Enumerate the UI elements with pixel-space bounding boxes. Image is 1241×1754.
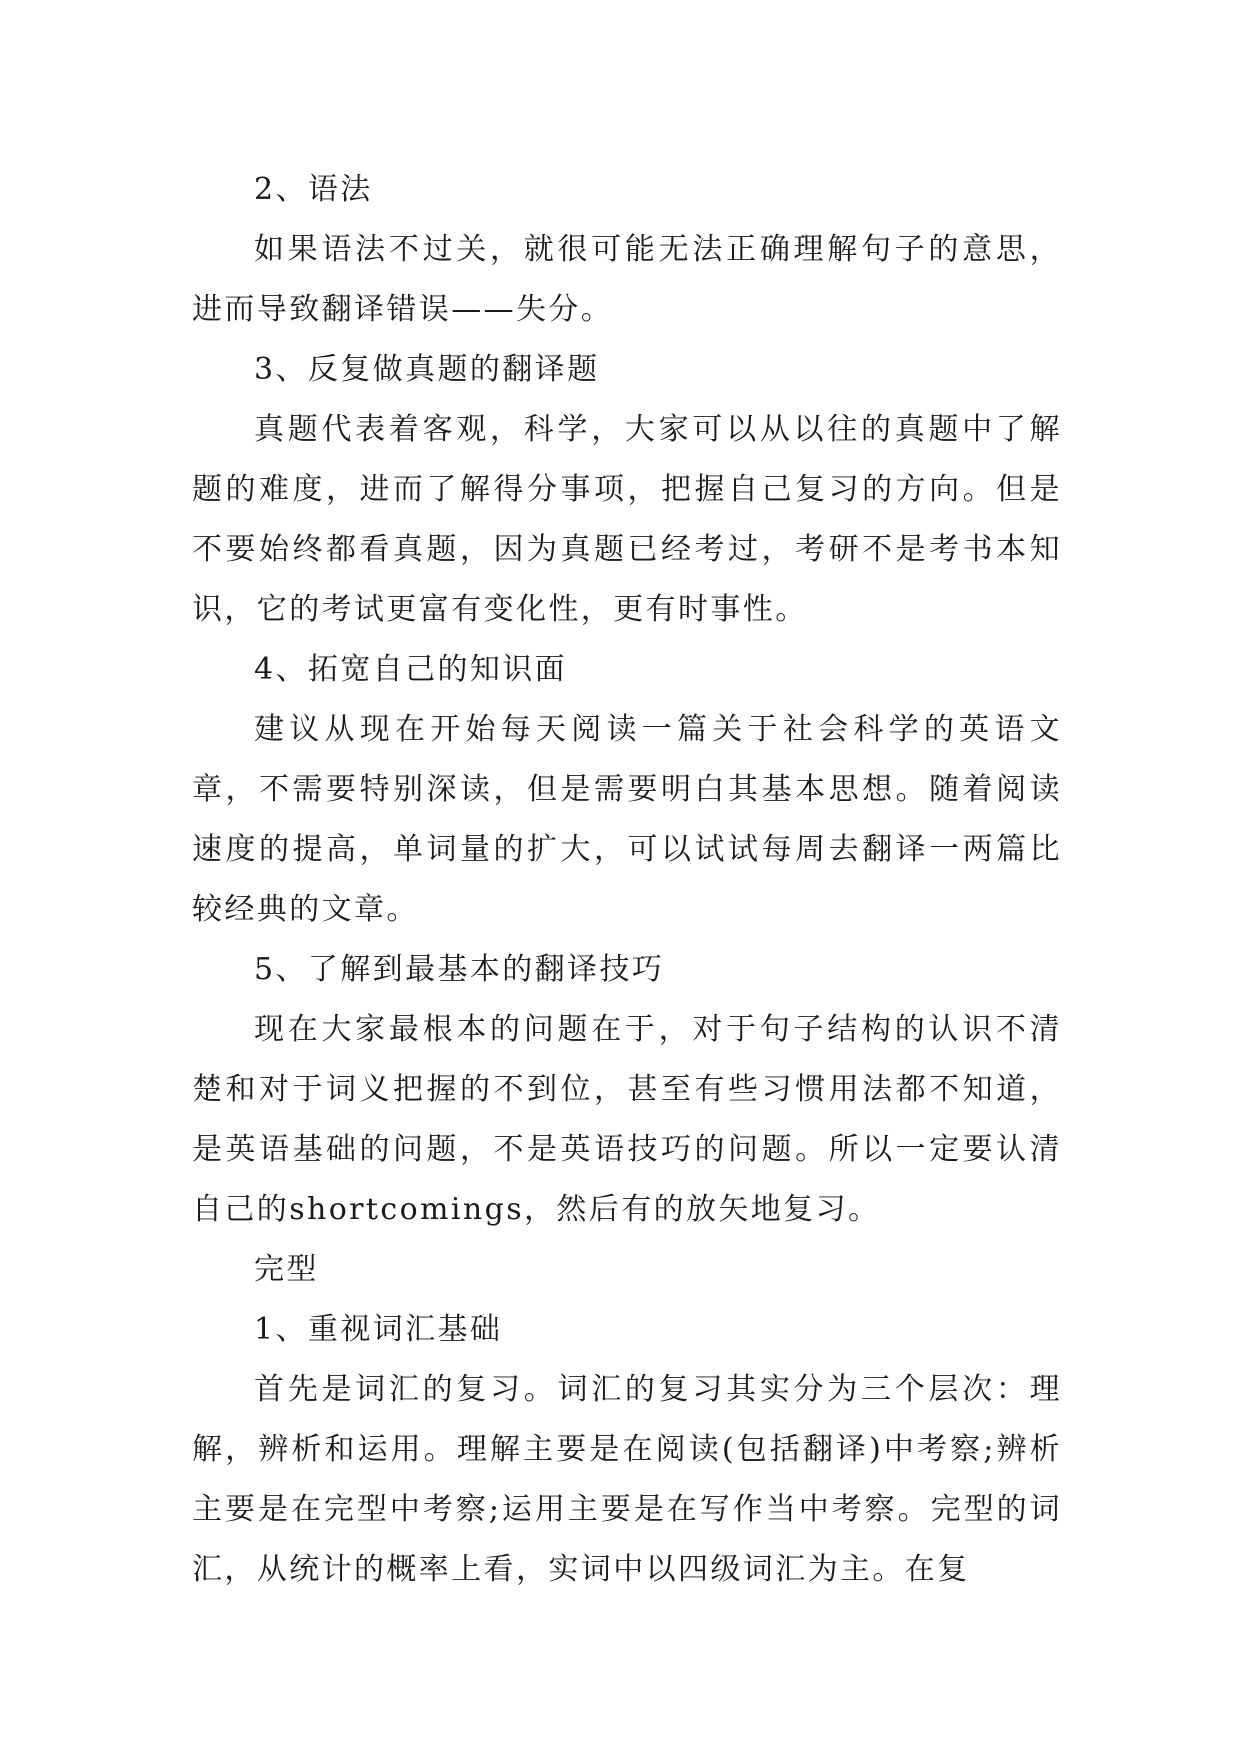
section-heading-cloze: 完型	[254, 1252, 319, 1287]
heading-vocabulary: 1、重视词汇基础	[254, 1312, 503, 1347]
paragraph-past-exams: 真题代表着客观，科学，大家可以从以往的真题中了解题的难度，进而了解得分事项，把握自己复习的方向。但是不要始终都看真题，因为真题已经考过，考研不是考书本知识，它的考试更富有变化性，更有时事性。	[192, 412, 1062, 627]
paragraph-vocabulary: 首先是词汇的复习。词汇的复习其实分为三个层次：理解，辨析和运用。理解主要是在阅读(包括翻译)中考察;辨析主要是在完型中考察;运用主要是在写作当中考察。完型的词汇，从统计的概率上看，实词中以四级词汇为主。在复	[192, 1372, 1062, 1587]
heading-broaden-knowledge: 4、拓宽自己的知识面	[254, 652, 568, 687]
paragraph-translation-skills: 现在大家最根本的问题在于，对于句子结构的认识不清楚和对于词义把握的不到位，甚至有些习惯用法都不知道，是英语基础的问题，不是英语技巧的问题。所以一定要认清自己的shortcomings，然后有的放矢地复习。	[192, 1012, 1062, 1227]
paragraph-broaden-knowledge: 建议从现在开始每天阅读一篇关于社会科学的英语文章，不需要特别深读，但是需要明白其基本思想。随着阅读速度的提高，单词量的扩大，可以试试每周去翻译一两篇比较经典的文章。	[192, 712, 1062, 927]
heading-grammar: 2、语法	[254, 172, 373, 207]
heading-translation-skills: 5、了解到最基本的翻译技巧	[254, 952, 665, 987]
paragraph-grammar: 如果语法不过关，就很可能无法正确理解句子的意思，进而导致翻译错误——失分。	[192, 232, 1062, 327]
heading-past-exams: 3、反复做真题的翻译题	[254, 352, 600, 387]
document-body	[192, 160, 1062, 1600]
